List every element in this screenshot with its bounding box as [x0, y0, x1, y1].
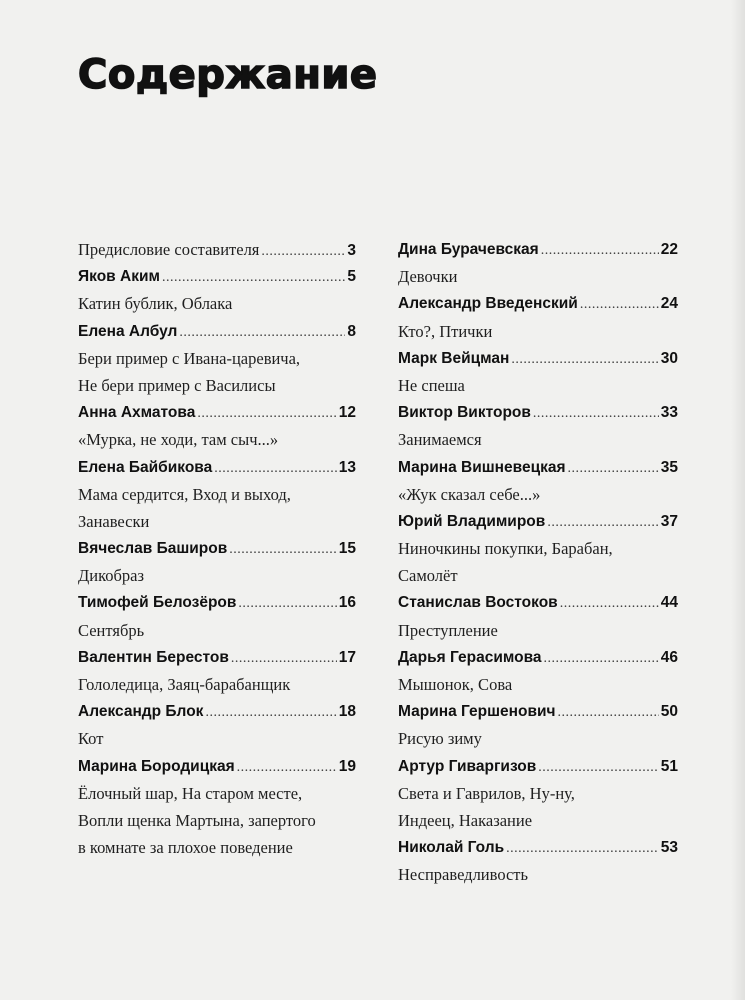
author-name: Дарья Герасимова	[398, 648, 542, 666]
poem-titles: Занимаемся	[398, 430, 482, 450]
poem-titles: Девочки	[398, 267, 458, 287]
section-title: Предисловие составителя	[78, 240, 260, 259]
dot-leader	[261, 238, 345, 263]
toc-right-column	[398, 236, 678, 889]
dot-leader	[538, 754, 658, 780]
page-number: 13	[338, 458, 356, 476]
dot-leader	[511, 346, 658, 372]
page-number: 15	[338, 540, 356, 558]
page-number: 17	[338, 648, 356, 666]
poem-titles: Ёлочный шар, На старом месте,	[78, 783, 303, 803]
poem-titles: Не спеша	[398, 375, 465, 395]
author-name: Станислав Востоков	[398, 594, 558, 612]
author-name: Марина Вишневецкая	[398, 458, 566, 476]
toc-entry	[398, 644, 678, 671]
dot-leader	[506, 835, 659, 861]
poem-titles: Дикобраз	[78, 566, 144, 586]
page-number: 3	[347, 242, 356, 259]
page-number: 46	[660, 648, 678, 666]
poem-titles: Света и Гаврилов, Ну-ну,	[398, 783, 575, 803]
toc-entry	[398, 236, 678, 263]
toc-entry	[398, 698, 678, 725]
toc-entry	[398, 454, 678, 481]
toc-entry	[78, 535, 356, 562]
dot-leader	[231, 645, 337, 671]
page-title: Содержание	[78, 52, 378, 98]
dot-leader	[214, 455, 337, 481]
poem-titles: Индеец, Наказание	[398, 810, 533, 830]
page-edge-shadow	[731, 0, 745, 1000]
dot-leader	[162, 264, 345, 290]
author-name: Елена Байбикова	[78, 458, 213, 476]
author-name: Николай Голь	[398, 839, 505, 857]
toc-entry	[398, 508, 678, 535]
dot-leader	[237, 754, 337, 780]
poem-titles: Занавески	[78, 511, 150, 531]
page-number: 18	[338, 703, 356, 721]
toc-left-column	[78, 236, 356, 861]
poem-titles: Несправедливость	[398, 865, 529, 885]
dot-leader	[568, 455, 659, 481]
poem-titles: Самолёт	[398, 566, 458, 586]
author-name: Виктор Викторов	[398, 404, 531, 422]
toc-entry	[78, 753, 356, 780]
poem-titles: Не бери пример с Василисы	[78, 375, 276, 395]
dot-leader	[580, 291, 659, 317]
poem-titles: Мышонок, Сова	[398, 675, 513, 694]
page-number: 50	[660, 703, 678, 721]
page-number: 53	[660, 839, 678, 857]
author-name: Марк Вейцман	[398, 349, 510, 367]
poem-titles: в комнате за плохое поведение	[78, 838, 293, 858]
poem-titles: Мама сердится, Вход и выход,	[78, 484, 291, 504]
page-number: 24	[660, 295, 678, 313]
dot-leader	[197, 400, 336, 426]
toc-entry	[78, 399, 356, 426]
toc-entry	[398, 753, 678, 780]
poem-titles: Сентябрь	[78, 620, 145, 640]
dot-leader	[547, 509, 658, 535]
page-number: 44	[660, 594, 678, 612]
page-number: 12	[338, 404, 356, 422]
toc-entry	[78, 589, 356, 616]
poem-titles: Кот	[78, 729, 104, 749]
poem-titles: Гололедица, Заяц-барабанщик	[78, 675, 291, 694]
toc-entry	[398, 834, 678, 861]
page-number: 51	[660, 757, 678, 775]
page-number: 19	[338, 757, 356, 775]
poem-titles: Катин бублик, Облака	[78, 294, 233, 314]
page-number: 37	[660, 512, 678, 530]
poem-titles: «Жук сказал себе...»	[398, 484, 541, 504]
dot-leader	[541, 237, 659, 263]
author-name: Анна Ахматова	[78, 404, 196, 422]
poem-titles: Рисую зиму	[398, 729, 482, 749]
toc-entry	[78, 263, 356, 290]
author-name: Марина Бородицкая	[78, 757, 235, 775]
toc-entry	[398, 589, 678, 616]
author-name: Елена Албул	[78, 322, 178, 340]
poem-titles: Ниночкины покупки, Барабан,	[398, 539, 613, 559]
page-number: 16	[338, 594, 356, 612]
author-name: Александр Введенский	[398, 295, 578, 313]
toc-entry	[78, 318, 356, 345]
author-name: Вячеслав Баширов	[78, 540, 228, 558]
toc-entry	[78, 698, 356, 725]
dot-leader	[558, 699, 659, 725]
author-name: Юрий Владимиров	[398, 512, 546, 530]
page-number: 35	[660, 458, 678, 476]
author-name: Артур Гиваргизов	[398, 757, 537, 775]
toc-entry	[78, 454, 356, 481]
toc-entry	[78, 236, 356, 263]
page-number: 8	[347, 322, 356, 340]
poem-titles: Преступление	[398, 620, 498, 640]
poem-titles: Кто?, Птички	[398, 321, 493, 341]
page-number: 33	[660, 404, 678, 422]
toc-entry	[398, 399, 678, 426]
author-name: Валентин Берестов	[78, 648, 229, 666]
author-name: Яков Аким	[78, 268, 160, 286]
dot-leader	[229, 536, 337, 562]
toc-entry	[398, 290, 678, 317]
poem-titles: Вопли щенка Мартына, запертого	[78, 810, 316, 830]
dot-leader	[238, 590, 336, 616]
poem-titles: «Мурка, не ходи, там сыч...»	[78, 430, 279, 450]
dot-leader	[533, 400, 659, 426]
dot-leader	[544, 645, 659, 671]
page-number: 30	[660, 349, 678, 367]
author-name: Дина Бурачевская	[398, 241, 539, 258]
page-number: 5	[347, 268, 356, 286]
author-name: Марина Гершенович	[398, 703, 556, 721]
author-name: Александр Блок	[78, 703, 204, 721]
dot-leader	[205, 699, 336, 725]
toc-entry	[78, 644, 356, 671]
page-number: 22	[660, 241, 678, 258]
toc-entry	[398, 345, 678, 372]
dot-leader	[560, 590, 659, 616]
poem-titles: Бери пример с Ивана-царевича,	[78, 348, 301, 368]
dot-leader	[179, 319, 345, 345]
author-name: Тимофей Белозёров	[78, 594, 237, 612]
